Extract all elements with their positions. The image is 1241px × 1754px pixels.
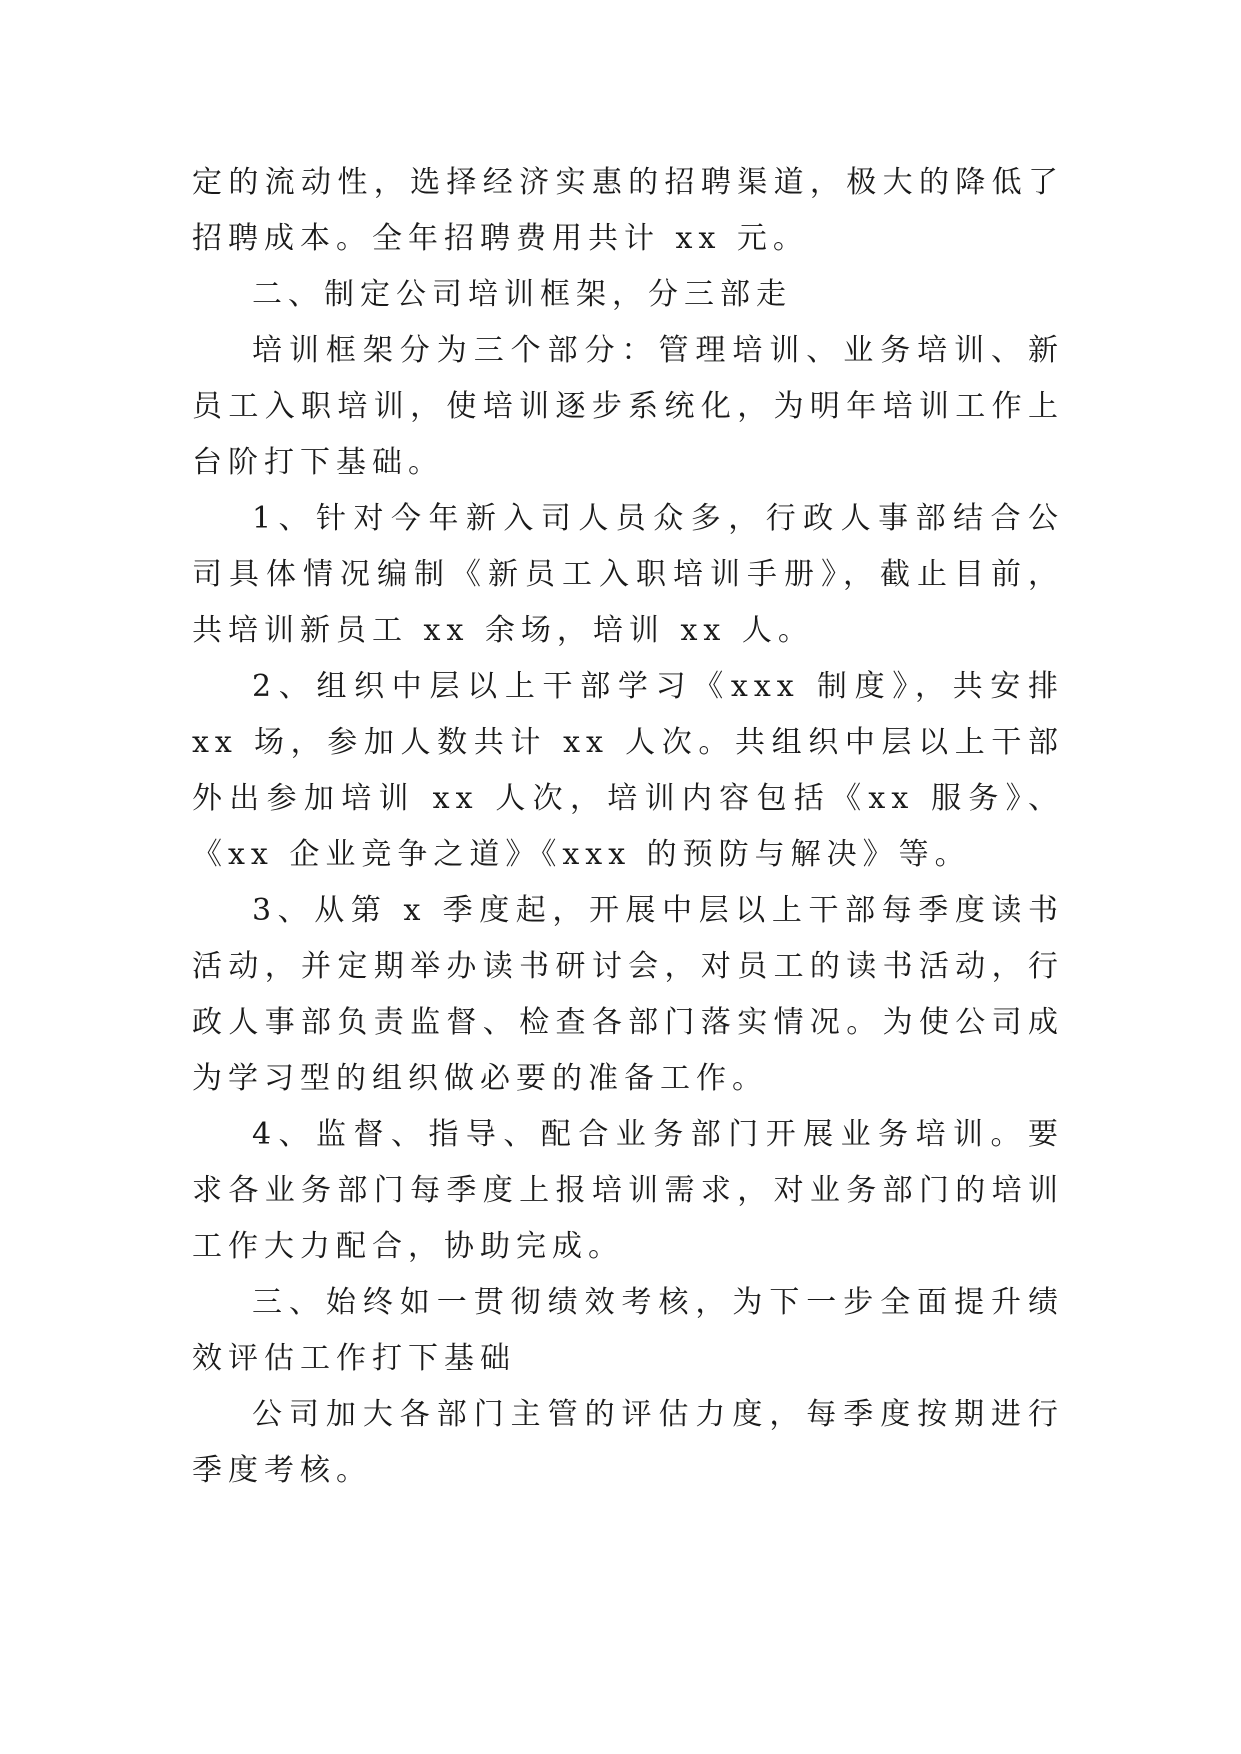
document-body [192,155,1064,1499]
paragraph-item-3: 3、从第 x 季度起，开展中层以上干部每季度读书活动，并定期举办读书研讨会，对员工的读书活动，行政人事部负责监督、检查各部门落实情况。为使公司成为学习型的组织做必要的准备工作。 [192,893,1064,1096]
paragraph-training-parts: 培训框架分为三个部分：管理培训、业务培训、新员工入职培训，使培训逐步系统化，为明年培训工作上台阶打下基础。 [192,333,1064,480]
heading-training-framework: 二、制定公司培训框架，分三部走 [252,277,792,312]
paragraph-recruitment-cost: 定的流动性，选择经济实惠的招聘渠道，极大的降低了招聘成本。全年招聘费用共计 xx 元。 [192,165,1064,256]
paragraph-item-4: 4、监督、指导、配合业务部门开展业务培训。要求各业务部门每季度上报培训需求，对业务部门的培训工作大力配合，协助完成。 [192,1117,1064,1264]
paragraph-item-2: 2、组织中层以上干部学习《xxx 制度》，共安排 xx 场，参加人数共计 xx 人次。共组织中层以上干部外出参加培训 xx 人次，培训内容包括《xx 服务》、《xx 企业竞争之道》《xxx 的预防与解决》等。 [192,669,1064,872]
paragraph-quarterly-review: 公司加大各部门主管的评估力度，每季度按期进行季度考核。 [192,1397,1064,1488]
paragraph-item-1: 1、针对今年新入司人员众多，行政人事部结合公司具体情况编制《新员工入职培训手册》，截止目前，共培训新员工 xx 余场，培训 xx 人。 [192,501,1064,648]
heading-performance-review: 三、始终如一贯彻绩效考核，为下一步全面提升绩效评估工作打下基础 [192,1285,1064,1376]
